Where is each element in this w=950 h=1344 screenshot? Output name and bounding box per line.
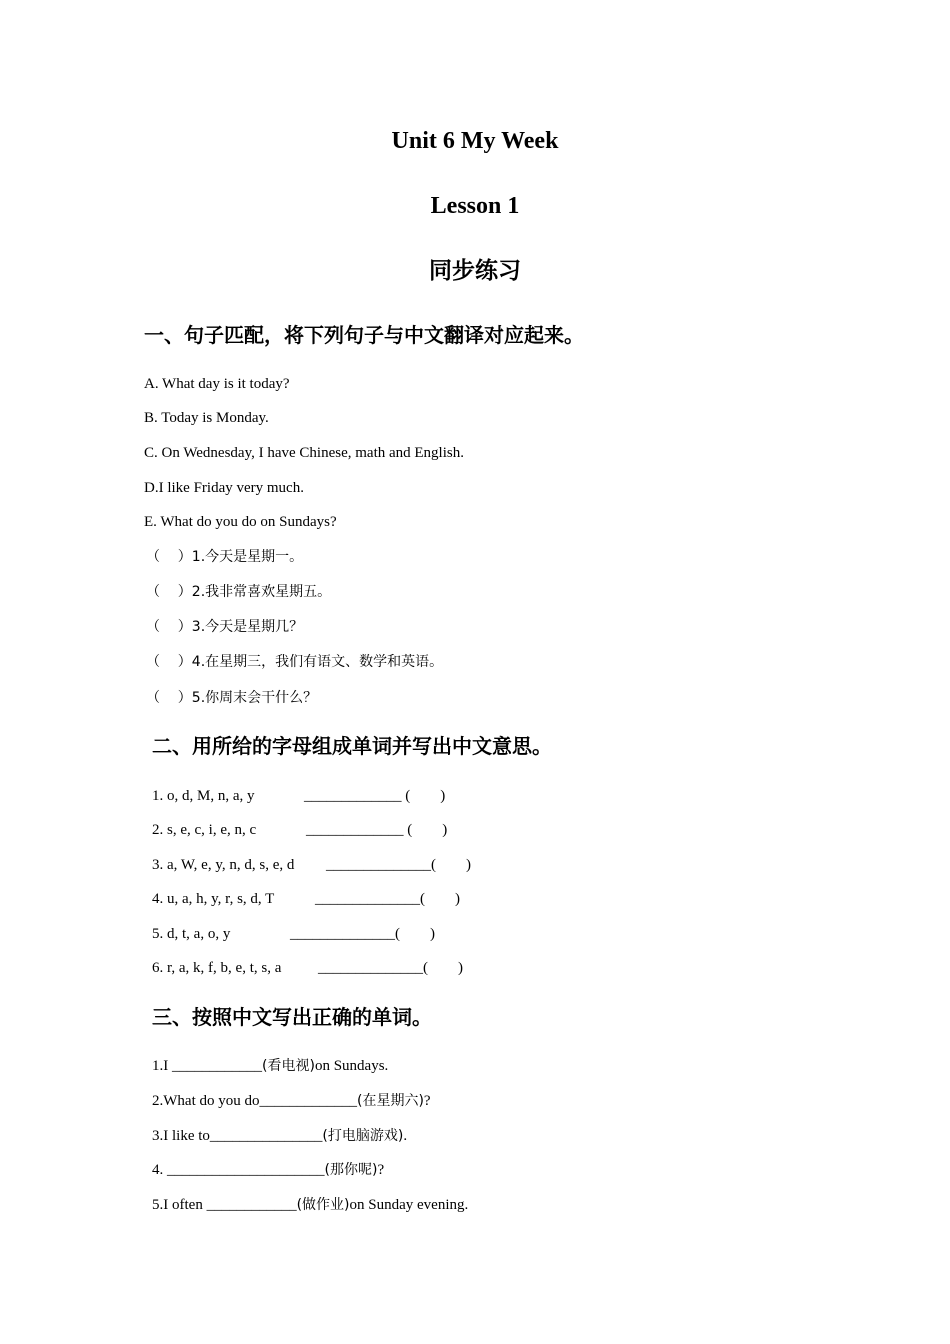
- fill-item-1: [152, 1056, 388, 1076]
- fill-item-5: [152, 1195, 468, 1215]
- fill-item-1-end: on Sundays.: [314, 1058, 389, 1074]
- match-item-4: （ ）4.在星期三，我们有语文、数学和英语。: [146, 654, 444, 670]
- section3-heading: 三、按照中文写出正确的单词。: [152, 1005, 432, 1029]
- scramble-letters-4: 4. u, a, h, y, r, s, d, T: [152, 891, 275, 907]
- sentence-d: D.I like Friday very much.: [144, 480, 304, 496]
- scramble-letters-1: 1. o, d, M, n, a, y: [152, 788, 255, 804]
- fill-item-4-hint: (那你呢): [324, 1162, 378, 1178]
- sentence-a: A. What day is it today?: [144, 376, 290, 392]
- fill-item-5-prompt: 5.I often ____________: [152, 1197, 297, 1213]
- sentence-c: C. On Wednesday, I have Chinese, math and English.: [144, 445, 464, 461]
- lesson-title: Lesson 1: [430, 193, 520, 219]
- scramble-letters-3: 3. a, W, e, y, n, d, s, e, d: [152, 857, 295, 873]
- match-item-5: （ ）5.你周末会干什么？: [146, 690, 318, 706]
- match-item-2: （ ）2.我非常喜欢星期五。: [146, 584, 332, 600]
- sentence-e: E. What do you do on Sundays?: [144, 514, 337, 530]
- fill-item-3: [152, 1126, 407, 1146]
- scramble-letters-6: 6. r, a, k, f, b, e, t, s, a: [152, 960, 282, 976]
- scramble-letters-2: 2. s, e, c, i, e, n, c: [152, 822, 257, 838]
- fill-item-1-hint: (看电视): [262, 1058, 315, 1074]
- unit-title: Unit 6 My Week: [391, 128, 559, 154]
- match-item-3: （ ）3.今天是星期几？: [146, 619, 304, 635]
- fill-item-3-end: .: [403, 1128, 408, 1144]
- fill-item-3-hint: (打电脑游戏): [322, 1128, 404, 1144]
- fill-item-1-prompt: 1.I ____________: [152, 1058, 262, 1074]
- fill-item-2: [152, 1091, 431, 1111]
- fill-item-5-hint: (做作业): [296, 1197, 350, 1213]
- fill-item-2-prompt: 2.What do you do_____________: [152, 1093, 357, 1109]
- section2-heading: 二、用所给的字母组成单词并写出中文意思。: [152, 734, 552, 758]
- scramble-blank-2: _____________ ( ): [306, 822, 448, 838]
- scramble-blank-3: ______________( ): [326, 857, 471, 873]
- scramble-blank-6: ______________( ): [318, 960, 463, 976]
- fill-item-4-prompt: 4. _____________________: [152, 1162, 325, 1178]
- fill-item-3-prompt: 3.I like to_______________: [152, 1128, 323, 1144]
- fill-item-4-end: ?: [377, 1162, 385, 1178]
- sentence-b: B. Today is Monday.: [144, 410, 269, 426]
- fill-item-5-end: on Sunday evening.: [349, 1197, 469, 1213]
- fill-item-2-end: ?: [423, 1093, 431, 1109]
- scramble-blank-5: ______________( ): [290, 926, 435, 942]
- fill-item-4: [152, 1160, 384, 1180]
- scramble-letters-5: 5. d, t, a, o, y: [152, 926, 231, 942]
- section1-heading: 一、句子匹配，将下列句子与中文翻译对应起来。: [144, 323, 584, 347]
- scramble-blank-1: _____________ ( ): [304, 788, 446, 804]
- fill-item-2-hint: (在星期六): [356, 1093, 424, 1109]
- scramble-blank-4: ______________( ): [315, 891, 460, 907]
- page-subtitle: 同步练习: [429, 258, 521, 284]
- match-item-1: （ ）1.今天是星期一。: [146, 549, 304, 565]
